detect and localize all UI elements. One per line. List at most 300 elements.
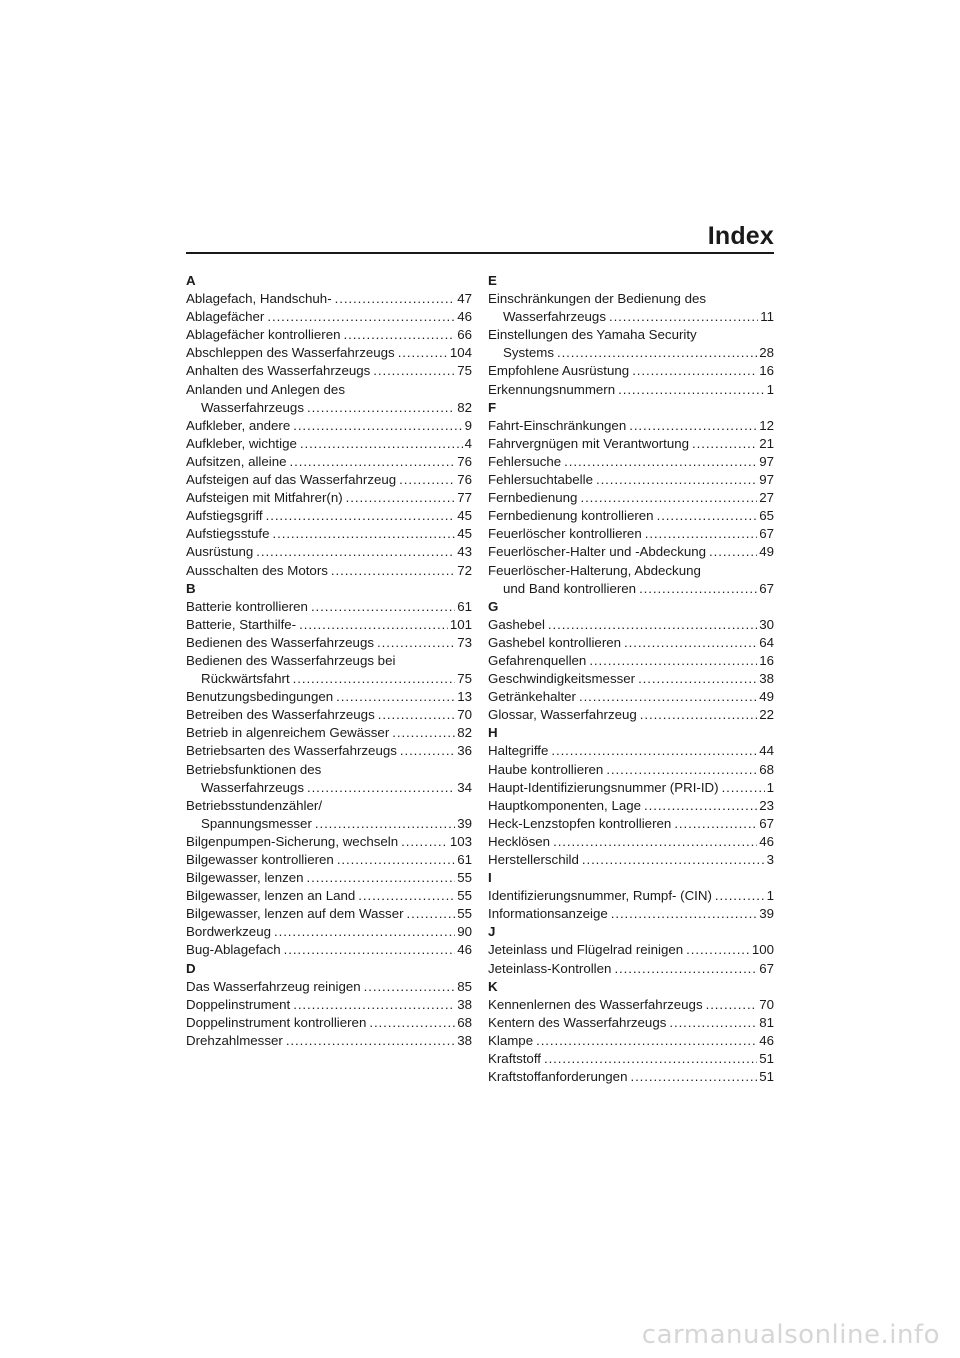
dot-leader [284,941,456,959]
dot-leader [632,362,757,380]
index-entry [488,1014,774,1032]
index-entry [488,489,774,507]
dot-leader [611,905,757,923]
index-entry [186,688,472,706]
index-page-number: 70 [457,707,472,723]
dot-leader [614,960,757,978]
dot-leader [335,290,456,308]
index-page-number: 67 [759,960,774,976]
dot-leader [331,562,455,580]
index-entry [186,742,472,760]
index-entry-text: Kraftstoff [488,1051,541,1067]
dot-leader [274,923,455,941]
index-entry [186,1014,472,1032]
index-letter-heading: E [488,273,497,288]
index-page-number: 46 [457,942,472,958]
index-entry [488,887,774,905]
index-entry [488,688,774,706]
index-letter-heading: H [488,725,498,741]
dot-leader [401,833,448,851]
index-entry [186,941,472,959]
dot-leader [657,507,758,525]
index-entry-text: Empfohlene Ausrüstung [488,363,630,379]
index-entry-text: Aufstiegsstufe [186,526,270,542]
index-entry [186,435,472,453]
index-entry [186,308,472,326]
dot-leader [674,815,757,833]
index-page-number: 72 [457,562,472,578]
index-entry-text: Einschränkungen der Bedienung des [488,291,707,307]
dot-leader [692,435,757,453]
index-entry-text: Bilgenpumpen-Sicherung, wechseln [186,833,399,849]
index-page-number: 16 [759,363,774,379]
index-letter-heading: A [186,273,196,288]
index-page-number: 1 [766,381,774,397]
index-entry [488,797,774,815]
index-page-number: 49 [759,689,774,705]
index-entry-text: Aufsteigen auf das Wasserfahrzeug [186,472,397,488]
index-entry-text: Ausrüstung [186,544,254,560]
dot-leader [640,706,757,724]
index-page-number: 39 [759,906,774,922]
index-page-number: 46 [759,833,774,849]
index-entry [186,290,472,308]
index-entry [488,290,774,308]
index-page-number: 51 [759,1051,774,1067]
index-entry-continuation [488,308,774,326]
index-entry-continuation [488,580,774,598]
index-entry [488,381,774,399]
index-page-number: 36 [457,743,472,759]
dot-leader [256,543,455,561]
index-letter-heading: B [186,580,196,596]
dot-leader [293,417,462,435]
index-entry-text: Bedienen des Wasserfahrzeugs bei [186,652,396,668]
index-letter-heading: J [488,924,496,940]
index-entry-text: Getränkehalter [488,689,576,705]
dot-leader [709,543,757,561]
index-page-number: 73 [457,634,472,650]
index-page-number: 67 [759,815,774,831]
index-page-number: 23 [759,797,774,813]
index-entry [186,507,472,525]
dot-leader [629,417,757,435]
index-entry-text: Gefahrenquellen [488,652,587,668]
index-entry-text: Rückwärtsfahrt [201,671,290,687]
dot-leader [544,1050,757,1068]
index-entry-continuation [186,779,472,797]
title-divider [186,252,774,254]
index-entry-text: Identifizierungsnummer, Rumpf- (CIN) [488,888,712,904]
dot-leader [557,344,757,362]
index-entry-text: Erkennungsnummern [488,381,616,397]
index-page-number: 90 [457,924,472,940]
index-page-number: 39 [457,815,472,831]
index-entry-text: Das Wasserfahrzeug reinigen [186,978,361,994]
dot-leader [307,869,456,887]
index-page-number: 85 [457,978,472,994]
index-page-number: 38 [457,1032,472,1048]
index-entry [186,362,472,380]
index-page-number: 47 [457,291,472,307]
index-letter-heading: F [488,399,497,415]
index-entry-text: Herstellerschild [488,852,579,867]
index-entry-text: Aufsitzen, alleine [186,453,287,469]
dot-leader [398,344,448,362]
index-entry-text: Geschwindigkeitsmesser [488,671,636,687]
index-entry [186,1032,472,1050]
index-page-number: 61 [457,852,472,867]
index-entry-text: Fernbedienung [488,490,578,506]
dot-leader [273,525,456,543]
dot-leader [536,1032,757,1050]
index-entry-text: Feuerlöscher-Halterung, Abdeckung [488,562,701,578]
index-entry [488,471,774,489]
index-entry [186,797,472,815]
dot-leader [369,1014,455,1032]
index-page-number: 1 [766,888,774,904]
index-entry-text: Fernbedienung kontrollieren [488,508,654,524]
index-entry [186,562,472,580]
index-entry-text: Doppelinstrument [186,996,291,1012]
index-entry [186,724,472,742]
dot-leader [722,779,765,797]
index-page-number: 68 [759,761,774,777]
index-entry-text: Betriebsarten des Wasserfahrzeugs [186,743,397,759]
index-entry-text: Bilgewasser, lenzen an Land [186,888,356,904]
index-entry [488,634,774,652]
index-entry-text: Jeteinlass-Kontrollen [488,960,612,976]
index-entry [488,761,774,779]
index-page-number: 97 [759,472,774,488]
index-entry-text: Haube kontrollieren [488,761,604,777]
index-entry-text: Heck-Lenzstopfen kontrollieren [488,815,672,831]
index-page-number: 70 [759,996,774,1012]
index-entry [488,362,774,380]
index-entry-text: Fahrvergnügen mit Verantwortung [488,435,690,451]
index-letter-heading: K [488,978,498,994]
dot-leader [346,489,456,507]
index-page-number: 16 [759,652,774,668]
index-entry-text: Betriebsfunktionen des [186,761,322,777]
index-entry [488,670,774,688]
index-page-number: 3 [766,852,774,867]
index-entry-text: Betrieb in algenreichem Gewässer [186,725,390,741]
index-entry [488,543,774,561]
index-entry [488,507,774,525]
dot-leader [315,815,455,833]
index-entry-text: Aufkleber, wichtige [186,435,297,451]
dot-leader [624,634,757,652]
index-entry [488,941,774,959]
index-entry-text: Ablagefächer [186,309,265,325]
dot-leader [551,742,757,760]
index-entry [186,996,472,1014]
index-entry-text: Bilgewasser, lenzen [186,870,304,886]
index-entry [186,326,472,344]
index-entry-text: Glossar, Wasserfahrzeug [488,707,637,723]
dot-leader [706,996,758,1014]
index-column-right [488,272,774,1086]
index-page-number: 65 [759,508,774,524]
index-entry [186,381,472,399]
index-entry [488,833,774,851]
dot-leader [553,833,757,851]
dot-leader [307,399,455,417]
dot-leader [336,688,455,706]
dot-leader [609,308,758,326]
index-page-number: 28 [759,345,774,361]
index-page-number: 21 [759,435,774,451]
index-entry [186,652,472,670]
index-entry-text: Spannungsmesser [201,815,312,831]
index-page-number: 11 [760,309,774,325]
index-entry-text: Anhalten des Wasserfahrzeugs [186,363,371,379]
index-entry-text: Bedienen des Wasserfahrzeugs [186,634,374,650]
index-page-number: 101 [449,616,472,632]
index-entry-continuation [186,670,472,688]
dot-leader [364,978,456,996]
index-page-number: 30 [759,616,774,632]
index-entry-text: Klampe [488,1032,534,1048]
dot-leader [644,797,757,815]
index-entry-text: Batterie kontrollieren [186,598,308,614]
dot-leader [638,670,757,688]
index-entry-text: Ablagefach, Handschuh- [186,291,332,307]
index-entry [488,851,774,869]
dot-leader [669,1014,757,1032]
index-entry-text: Ausschalten des Motors [186,562,328,578]
index-page-number: 43 [457,544,472,560]
index-page-number: 49 [759,544,774,560]
index-page-number: 67 [759,580,774,596]
index-page-number: 82 [457,725,472,741]
dot-leader [358,887,455,905]
dot-leader [267,308,455,326]
index-page-number: 97 [759,453,774,469]
page-title: Index [707,222,774,250]
index-entry-text: Systems [503,345,554,361]
index-entry [186,616,472,634]
index-page-number: 12 [759,417,774,433]
dot-leader [344,326,456,344]
index-entry-text: Kraftstoffanforderungen [488,1069,628,1085]
dot-leader [373,362,455,380]
index-page-number: 66 [457,327,472,343]
dot-leader [645,525,757,543]
index-entry-continuation [488,344,774,362]
index-entry [186,471,472,489]
dot-leader [337,851,455,869]
index-entry [488,326,774,344]
index-page-number: 68 [457,1014,472,1030]
index-entry-text: Doppelinstrument kontrollieren [186,1014,367,1030]
index-entry-text: Aufstiegsgriff [186,508,263,524]
index-entry-text: Aufkleber, andere [186,417,291,433]
dot-leader [630,1068,757,1086]
index-entry-text: Wasserfahrzeugs [503,309,606,325]
index-page-number: 13 [457,689,472,705]
index-entry-text: Gashebel [488,616,545,632]
index-entry [186,978,472,996]
dot-leader [392,724,455,742]
index-entry [488,706,774,724]
dot-leader [686,941,750,959]
index-page-number: 75 [457,671,472,687]
index-page-number: 45 [457,526,472,542]
index-entry-text: Hauptkomponenten, Lage [488,797,642,813]
dot-leader [715,887,765,905]
index-entry [186,923,472,941]
index-entry-text: Bilgewasser kontrollieren [186,852,334,867]
index-entry-continuation [186,399,472,417]
index-entry-text: Bilgewasser, lenzen auf dem Wasser [186,906,404,922]
index-page-number: 104 [449,345,472,361]
dot-leader [399,471,455,489]
index-page-number: 76 [457,472,472,488]
index-entry [488,616,774,634]
index-entry [488,960,774,978]
index-page-number: 9 [464,417,472,433]
index-page-number: 46 [457,309,472,325]
index-entry [488,1050,774,1068]
index-entry-text: Wasserfahrzeugs [201,399,304,415]
index-entry [186,851,472,869]
dot-leader [377,634,455,652]
index-page-number: 64 [759,634,774,650]
index-page-number: 38 [457,996,472,1012]
index-entry [186,833,472,851]
index-entry [488,652,774,670]
index-entry-text: Drehzahlmesser [186,1032,283,1048]
index-page-number: 44 [759,743,774,759]
index-entry-text: Anlanden und Anlegen des [186,381,345,397]
index-letter-heading: D [186,960,196,976]
index-entry [488,417,774,435]
index-entry-text: Gashebel kontrollieren [488,634,622,650]
index-entry-text: Feuerlöscher kontrollieren [488,526,642,542]
dot-leader [299,616,448,634]
index-entry [488,525,774,543]
index-page-number: 75 [457,363,472,379]
index-entry-text: Fehlersuche [488,453,562,469]
index-entry-text: Ablagefächer kontrollieren [186,327,341,343]
index-page-number: 4 [464,435,472,451]
index-page-number: 103 [449,833,472,849]
watermark: carmanualsonline.info [641,1320,940,1350]
index-page-number: 100 [751,942,774,958]
index-page-number: 55 [457,870,472,886]
index-entry-text: Wasserfahrzeugs [201,779,304,795]
index-entry-text: Fehlersuchtabelle [488,472,593,488]
dot-leader [293,996,455,1014]
index-entry [488,779,774,797]
dot-leader [579,688,757,706]
index-entry-text: Fahrt-Einschränkungen [488,417,627,433]
index-page-number: 67 [759,526,774,542]
dot-leader [286,1032,455,1050]
index-page-number: 55 [457,888,472,904]
index-entry-text: Kentern des Wasserfahrzeugs [488,1014,667,1030]
index-entry [186,706,472,724]
index-entry [186,543,472,561]
index-entry-text: Einstellungen des Yamaha Security [488,327,697,343]
dot-leader [290,453,456,471]
dot-leader [307,779,455,797]
index-entry [488,1068,774,1086]
index-entry-text: Betriebsstundenzähler/ [186,797,323,813]
dot-leader [378,706,455,724]
index-page-number: 81 [759,1014,774,1030]
index-page-number: 27 [759,490,774,506]
dot-leader [400,742,455,760]
dot-leader [311,598,455,616]
index-page-number: 38 [759,671,774,687]
index-entry [186,761,472,779]
dot-leader [582,851,765,869]
index-entry [186,453,472,471]
index-entry-text: Haltegriffe [488,743,549,759]
index-entry-text: Betreiben des Wasserfahrzeugs [186,707,375,723]
index-page-number: 51 [759,1069,774,1085]
index-page-number: 34 [457,779,472,795]
index-page-number: 76 [457,453,472,469]
index-entry-text: Feuerlöscher-Halter und -Abdeckung [488,544,707,560]
index-entry [488,1032,774,1050]
index-entry-text: Bordwerkzeug [186,924,271,940]
index-entry-text: und Band kontrollieren [503,580,637,596]
index-page-number: 61 [457,598,472,614]
index-page-number: 45 [457,508,472,524]
dot-leader [300,435,463,453]
index-entry [488,815,774,833]
dot-leader [596,471,757,489]
index-page-number: 46 [759,1032,774,1048]
dot-leader [639,580,757,598]
index-page-number: 22 [759,707,774,723]
index-page-number: 77 [457,490,472,506]
index-entry [186,344,472,362]
index-entry-text: Abschleppen des Wasserfahrzeugs [186,345,395,361]
index-entry-text: Informationsanzeige [488,906,608,922]
index-entry [186,489,472,507]
dot-leader [618,381,764,399]
dot-leader [580,489,757,507]
index-entry [186,869,472,887]
index-entry-text: Aufsteigen mit Mitfahrer(n) [186,490,343,506]
dot-leader [564,453,757,471]
index-entry-text: Hecklösen [488,833,551,849]
index-entry-text: Haupt-Identifizierungsnummer (PRI-ID) [488,779,719,795]
index-entry-text: Batterie, Starthilfe- [186,616,297,632]
index-letter-heading: G [488,598,499,614]
dot-leader [293,670,456,688]
index-letter-heading: I [488,870,492,886]
index-entry [186,905,472,923]
index-page-number: 55 [457,906,472,922]
index-entry [488,435,774,453]
index-entry-continuation [186,815,472,833]
dot-leader [606,761,757,779]
dot-leader [266,507,456,525]
index-entry [488,562,774,580]
index-entry [488,905,774,923]
index-page-number: 82 [457,399,472,415]
dot-leader [407,905,456,923]
index-entry-text: Kennenlernen des Wasserfahrzeugs [488,996,703,1012]
index-entry [186,634,472,652]
index-entry [186,887,472,905]
